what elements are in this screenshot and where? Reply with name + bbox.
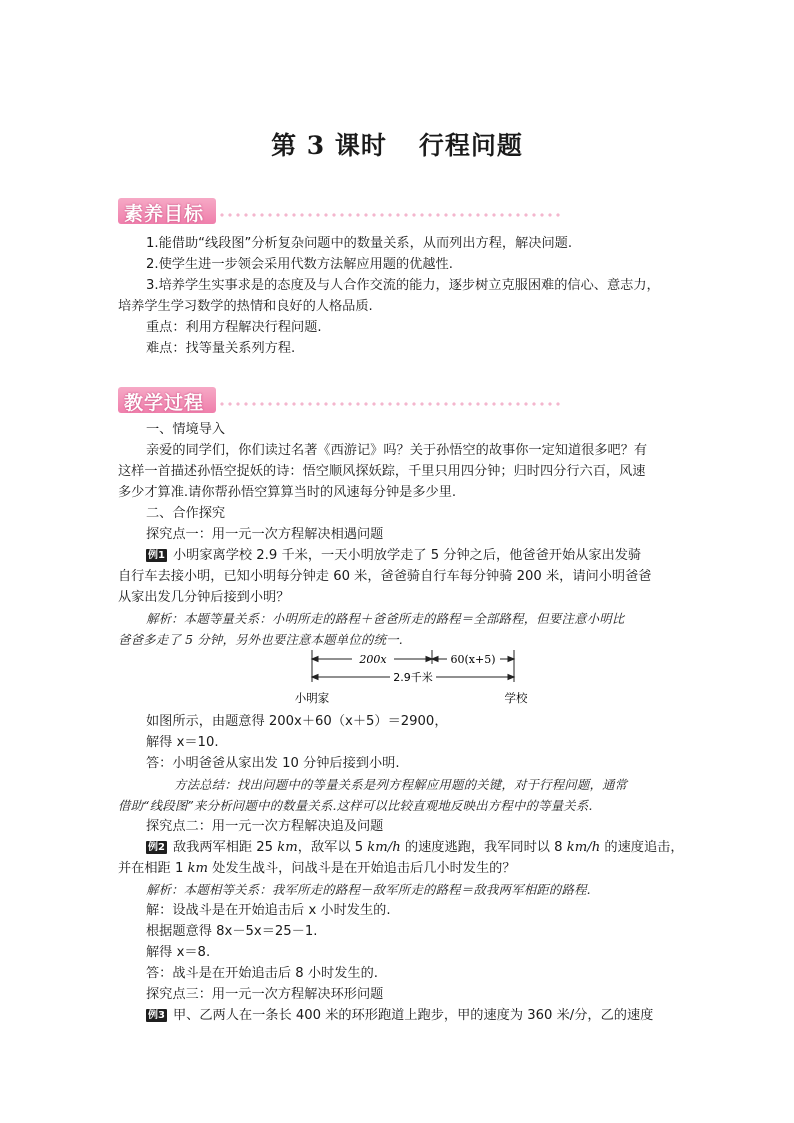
segment-label-dad: 200x [359, 653, 387, 666]
example-1-analysis: 爸爸多走了 5 分钟，另外也要注意本题单位的统一. [118, 632, 403, 647]
section-label: 教学过程 [124, 392, 205, 414]
explore-point-3: 探究点三：用一元一次方程解决环形问题 [146, 987, 384, 1002]
explore-point-2: 探究点二：用一元一次方程解决追及问题 [146, 819, 384, 834]
point-label-school: 学校 [504, 691, 528, 705]
example-2-text: 并在相距 1 km 处发生战斗，问战斗是在开始追击后几小时发生的？ [118, 861, 516, 876]
example-1-text: 自行车去接小明，已知小明每分钟走 60 米，爸爸骑自行车每分钟骑 200 米，请问小明爸爸 [118, 569, 652, 584]
lesson-number: 第 3 课时 [271, 131, 387, 160]
example-1-text: 从家出发几分钟后接到小明？ [118, 590, 290, 605]
goal-line: 3.培养学生实事求是的态度及与人合作交流的能力，逐步树立克服困难的信心、意志力， [146, 278, 660, 293]
explore-point-1: 探究点一：用一元一次方程解决相遇问题 [146, 527, 384, 542]
dotted-divider [218, 401, 563, 407]
section-label-bar [118, 387, 216, 413]
dotted-divider [218, 212, 563, 218]
intro-text: 多少才算准.请你帮孙悟空算算当时的风速每分钟是多少里. [118, 485, 457, 500]
example-1-answer: 答：小明爸爸从家出发 10 分钟后接到小明. [146, 756, 400, 771]
intro-heading: 一、情境导入 [146, 422, 226, 437]
example-1-text: 例1 小明家离学校 2.9 千米，一天小明放学走了 5 分钟之后，他爸爸开始从家出发骑 [148, 548, 642, 563]
segment-label-xiaoming: 60(x+5) [450, 653, 496, 666]
example-2-solution: 解得 x＝8. [146, 945, 211, 960]
lesson-topic: 行程问题 [418, 131, 523, 160]
page-title [0, 126, 794, 162]
example-2-solution: 解：设战斗是在开始追击后 x 小时发生的. [146, 903, 391, 918]
method-summary: 借助“线段图”来分析问题中的数量关系.这样可以比较直观地反映出方程中的等量关系. [118, 798, 593, 813]
example-badge: 例3 [148, 1010, 165, 1021]
example-1-analysis: 解析：本题等量关系：小明所走的路程＋爸爸所走的路程＝全部路程，但要注意小明比 [146, 611, 625, 626]
section-label: 素养目标 [124, 203, 205, 225]
line-segment-diagram [282, 650, 544, 710]
example-3-text: 例3 甲、乙两人在一条长 400 米的环形跑道上跑步，甲的速度为 360 米/分，乙的速度 [148, 1008, 654, 1023]
example-1-solution: 解得 x＝10. [146, 735, 219, 750]
point-label-home: 小明家 [294, 691, 330, 705]
goal-line: 2.使学生进一步领会采用代数方法解应用题的优越性. [146, 257, 453, 272]
example-badge: 例2 [148, 842, 165, 853]
intro-text: 这样一首描述孙悟空捉妖的诗：悟空顺风探妖踪，千里只用四分钟；归时四分行六百，风速 [118, 464, 646, 479]
example-1-solution: 如图所示，由题意得 200x＋60（x＋5）＝2900， [146, 714, 448, 729]
method-summary: 方法总结：找出问题中的等量关系是列方程解应用题的关键，对于行程问题，通常 [174, 777, 628, 792]
key-point: 重点：利用方程解决行程问题. [146, 320, 322, 335]
difficult-point: 难点：找等量关系列方程. [146, 341, 296, 356]
goal-line: 1.能借助“线段图”分析复杂问题中的数量关系，从而列出方程，解决问题. [146, 236, 573, 251]
example-2-analysis: 解析：本题相等关系：我军所走的路程－敌军所走的路程＝敌我两军相距的路程. [146, 882, 591, 897]
intro-text: 亲爱的同学们，你们读过名著《西游记》吗？关于孙悟空的故事你一定知道很多吧？有 [146, 443, 648, 458]
example-badge: 例1 [148, 550, 165, 561]
explore-heading: 二、合作探究 [146, 506, 226, 521]
goal-line: 培养学生学习数学的热情和良好的人格品质. [118, 299, 373, 314]
example-2-answer: 答：战斗是在开始追击后 8 小时发生的. [146, 966, 378, 981]
segment-label-total: 2.9千米 [393, 671, 433, 684]
section-label-bar [118, 198, 216, 224]
example-2-solution: 根据题意得 8x－5x＝25－1. [146, 924, 318, 939]
example-2-text: 例2 敌我两军相距 25 km，敌军以 5 km/h 的速度逃跑，我军同时以 8 km/h 的速度追击， [148, 840, 684, 855]
